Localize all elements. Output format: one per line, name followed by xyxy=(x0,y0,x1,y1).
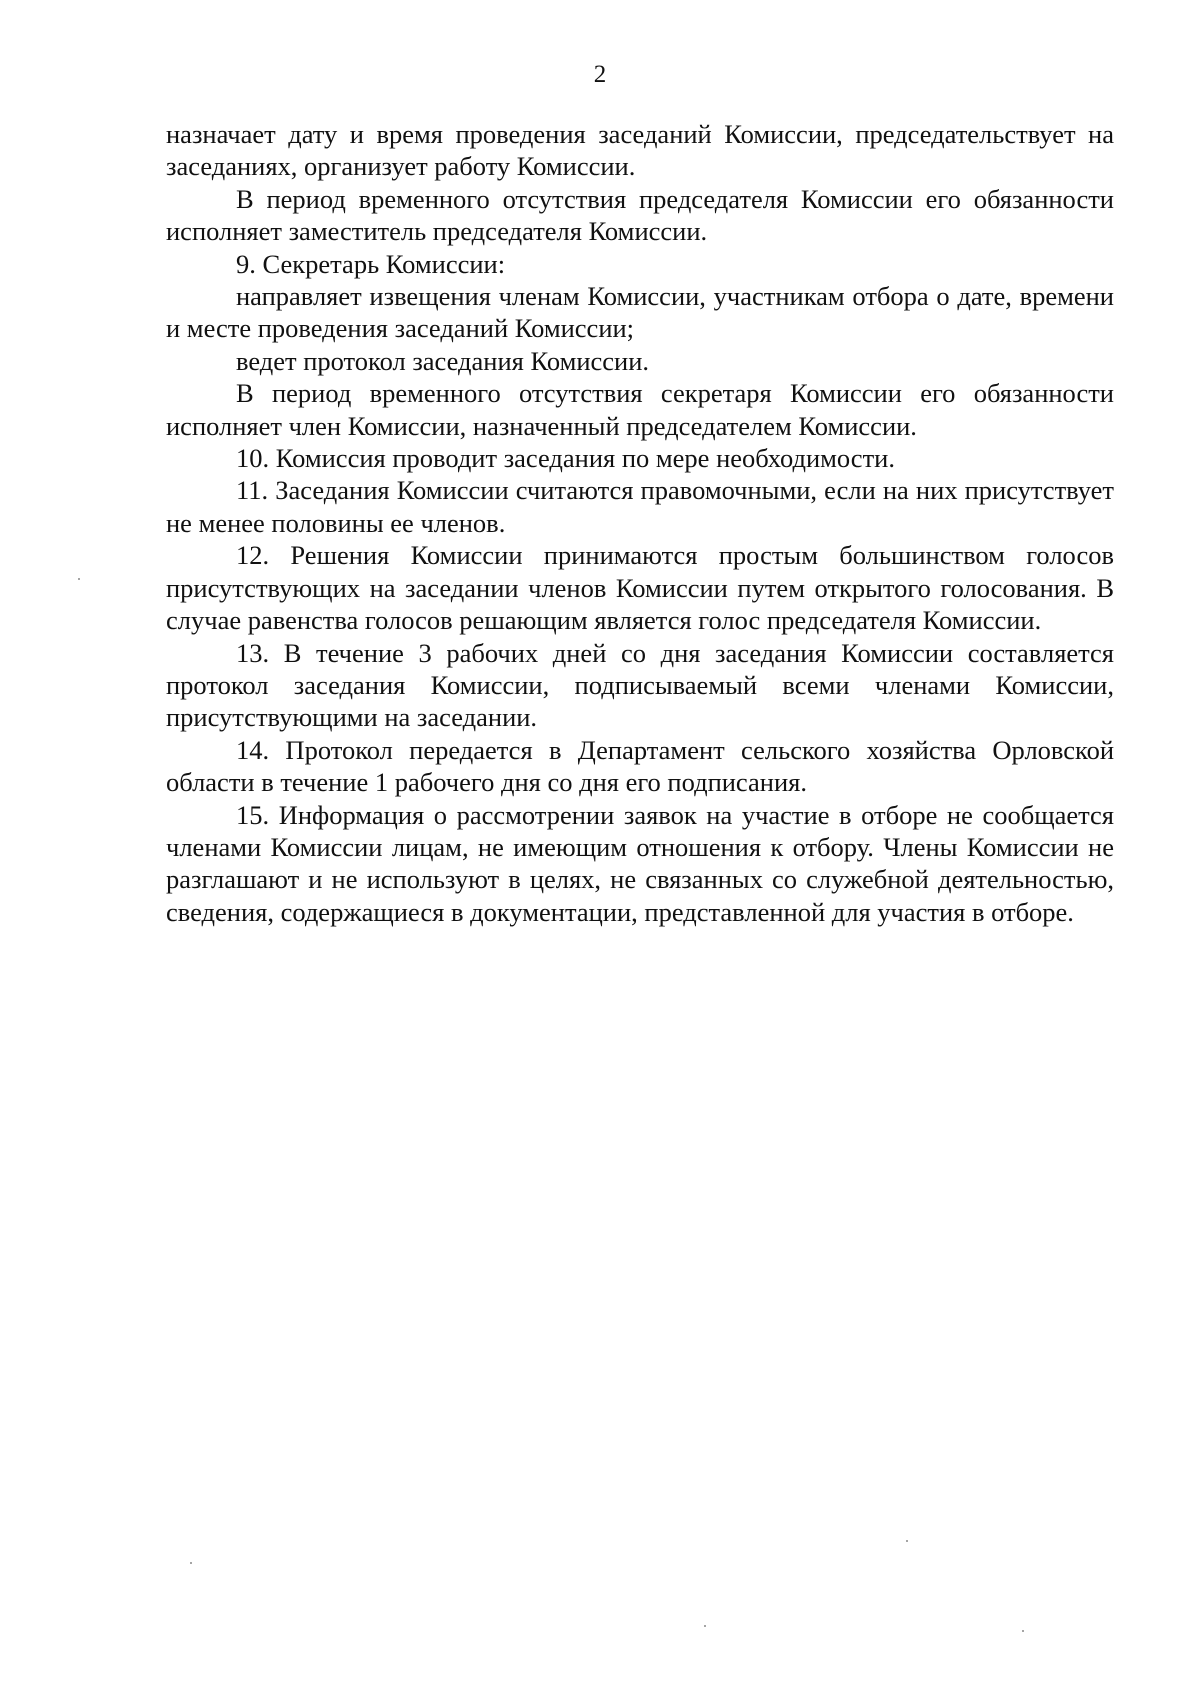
paragraph-secretary-notices: направляет извещения членам Комиссии, участникам отбора о дате, времени и месте проведения заседаний Комиссии; xyxy=(166,281,1114,344)
paragraph-secretary-absence: В период временного отсутствия секретаря Комиссии его обязанности исполняет член Комиссии, назначенный председателем Комиссии. xyxy=(166,378,1114,441)
scan-speck xyxy=(704,1625,706,1627)
page-number: 2 xyxy=(593,61,607,88)
scan-speck xyxy=(78,578,80,580)
paragraph-secretary-protocol: ведет протокол заседания Комиссии. xyxy=(236,345,650,376)
scan-speck xyxy=(906,1540,908,1542)
scan-speck xyxy=(1022,1630,1024,1632)
paragraph-chair-absence: В период временного отсутствия председателя Комиссии его обязанности исполняет заместитель председателя Комиссии. xyxy=(166,183,1114,247)
document-body xyxy=(166,118,1114,928)
paragraph-item-14: 14. Протокол передается в Департамент сельского хозяйства Орловской области в течение 1 рабочего дня со дня его подписания. xyxy=(166,734,1114,798)
paragraph-item-11: 11. Заседания Комиссии считаются правомочными, если на них присутствует не менее половины ее членов. xyxy=(166,475,1114,538)
paragraph-item-10: 10. Комиссия проводит заседания по мере необходимости. xyxy=(236,443,895,474)
paragraph-continuation: назначает дату и время проведения заседаний Комиссии, председательствует на заседаниях, организует работу Комиссии. xyxy=(166,119,1114,182)
paragraph-item-13: 13. В течение 3 рабочих дней со дня заседания Комиссии составляется протокол заседания Комиссии, подписываемый всеми членами Комиссии, присутствующими на заседании. xyxy=(166,637,1114,733)
paragraph-item-12: 12. Решения Комиссии принимаются простым большинством голосов присутствующих на заседании членов Комиссии путем открытого голосования. В случае равенства голосов решающим является голос председателя Комиссии. xyxy=(166,540,1114,636)
scan-speck xyxy=(190,1562,192,1564)
paragraph-item-15: 15. Информация о рассмотрении заявок на участие в отборе не сообщается членами Комиссии лицам, не имеющим отношения к отбору. Члены Комиссии не разглашают и не используют в целях, не связанных со служебной деятельностью, сведения, содержащиеся в документации, представленной для участия в отборе. xyxy=(166,799,1114,927)
paragraph-item-9: 9. Секретарь Комиссии: xyxy=(236,248,506,279)
